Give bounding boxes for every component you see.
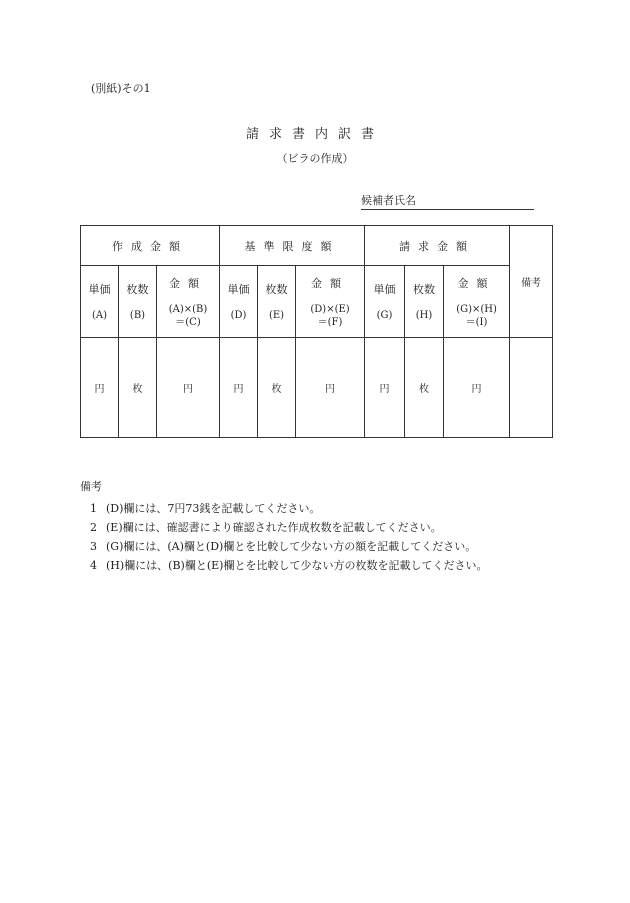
group-header-limit-amount: 基準限度額	[220, 226, 365, 266]
entry-cell[interactable]: 円	[444, 338, 510, 438]
entry-cell[interactable]: 枚	[405, 338, 444, 438]
candidate-name-field[interactable]	[361, 192, 534, 210]
column-header: 単価 (G)	[365, 266, 405, 338]
group-header-production-amount: 作成金額	[81, 226, 220, 266]
column-header: 枚数 (H)	[405, 266, 444, 338]
column-header: 金額 (A)×(B) ＝(C)	[157, 266, 220, 338]
entry-cell[interactable]: 枚	[258, 338, 296, 438]
entry-cell[interactable]: 枚	[119, 338, 157, 438]
entry-cell[interactable]: 円	[220, 338, 258, 438]
attachment-label: (別紙)その1	[91, 82, 151, 95]
column-header: 枚数 (B)	[119, 266, 157, 338]
column-header: 金額 (D)×(E) ＝(F)	[296, 266, 365, 338]
document-subtitle: （ビラの作成）	[276, 152, 354, 165]
remarks-header: 備考	[510, 226, 553, 338]
remarks-cell[interactable]	[510, 338, 553, 438]
candidate-name-label: 候補者氏名	[361, 194, 416, 207]
column-header: 金額 (G)×(H) ＝(I)	[444, 266, 510, 338]
entry-cell[interactable]: 円	[81, 338, 119, 438]
document-title: 請求書内訳書	[245, 127, 384, 142]
entry-cell[interactable]: 円	[157, 338, 220, 438]
notes-section	[80, 478, 487, 575]
group-header-claim-amount: 請求金額	[365, 226, 510, 266]
column-header: 枚数 (E)	[258, 266, 296, 338]
column-header: 単価 (D)	[220, 266, 258, 338]
note-item: 3 (G)欄には、(A)欄と(D)欄とを比較して少ない方の額を記載してください。	[90, 540, 477, 553]
column-header-row	[81, 266, 553, 338]
entry-cell[interactable]: 円	[365, 338, 405, 438]
note-item: 2 (E)欄には、確認書により確認された作成枚数を記載してください。	[90, 521, 442, 534]
note-item: 4 (H)欄には、(B)欄と(E)欄とを比較して少ない方の枚数を記載してください。	[90, 559, 488, 572]
entry-cell[interactable]: 円	[296, 338, 365, 438]
column-header: 単価 (A)	[81, 266, 119, 338]
note-item: 1 (D)欄には、7円73銭を記載してください。	[90, 502, 321, 515]
breakdown-table	[80, 225, 553, 438]
group-header-row	[81, 226, 553, 266]
notes-title: 備考	[80, 480, 102, 493]
entry-row	[81, 338, 553, 438]
